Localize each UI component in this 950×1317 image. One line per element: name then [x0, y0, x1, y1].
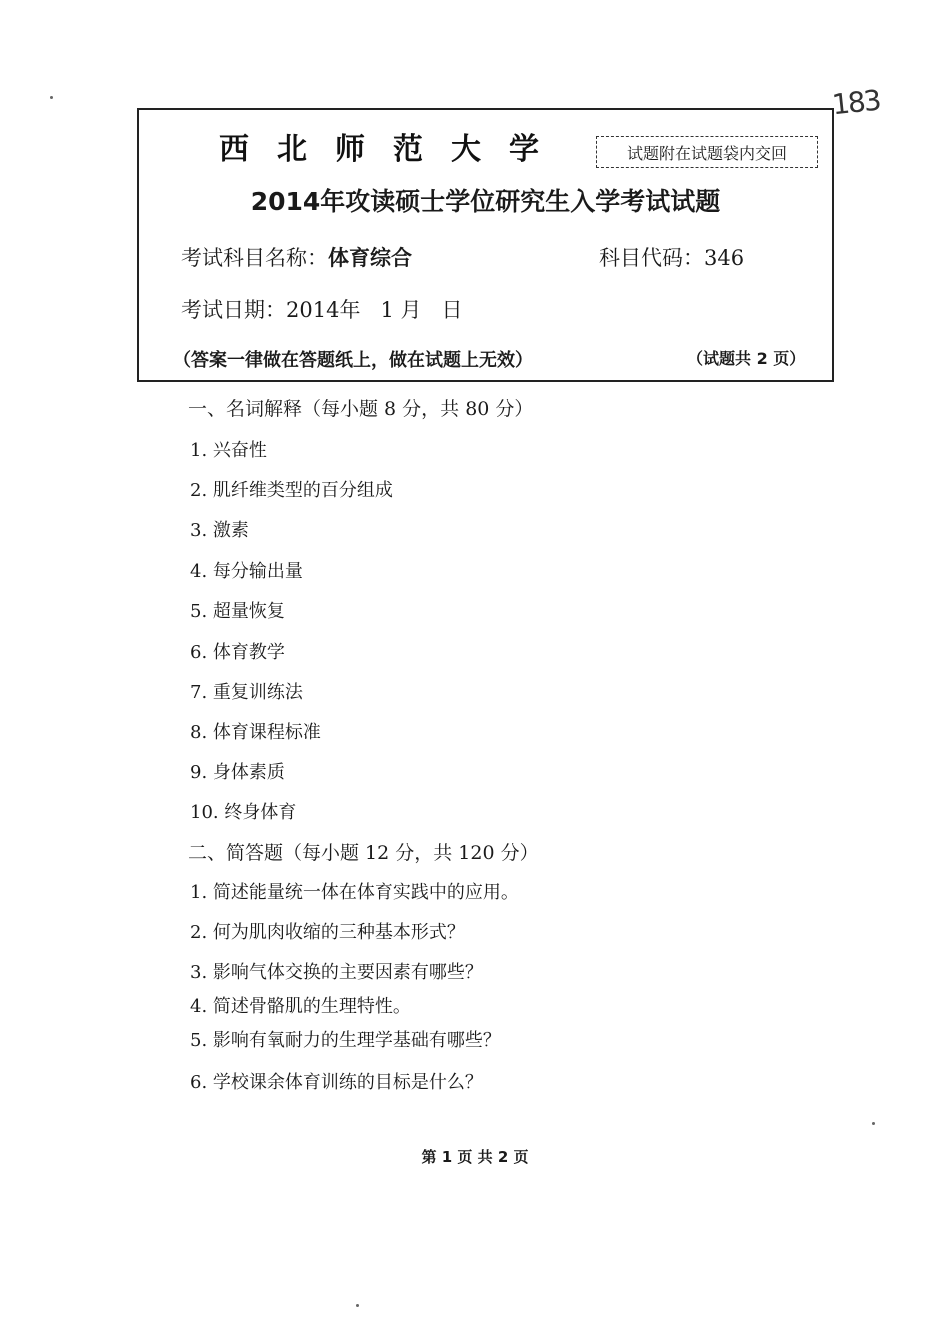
- subject-value: 体育综合: [328, 246, 412, 270]
- university-name: 西北师范大学: [219, 132, 567, 167]
- list-item: 6. 学校课余体育训练的目标是什么？: [190, 1072, 483, 1093]
- section-title: 一、名词解释（每小题 8 分，共 80 分）: [188, 398, 534, 420]
- date-row: [181, 294, 463, 324]
- section-title: 二、简答题（每小题 12 分，共 120 分）: [188, 842, 539, 864]
- code-value: 346: [704, 246, 745, 270]
- list-item: 8. 体育课程标准: [190, 722, 321, 743]
- list-item: 3. 激素: [190, 520, 249, 541]
- date-month: 1 月: [380, 298, 422, 322]
- answer-note: （答案一律做在答题纸上，做在试题上无效）: [173, 350, 533, 371]
- scan-speck: [872, 1122, 875, 1125]
- list-item: 1. 兴奋性: [190, 440, 267, 461]
- date-day: 日: [441, 298, 463, 322]
- page-count-note: （试题共 2 页）: [687, 349, 806, 368]
- list-item: 2. 何为肌肉收缩的三种基本形式？: [190, 922, 465, 943]
- list-item: 3. 影响气体交换的主要因素有哪些？: [190, 962, 483, 983]
- date-year: 2014年: [286, 298, 361, 322]
- list-item: 6. 体育教学: [190, 642, 285, 663]
- exam-title: 2014年攻读硕士学位研究生入学考试试题: [250, 187, 721, 216]
- list-item: 5. 超量恢复: [190, 601, 285, 622]
- date-label: 考试日期：: [181, 298, 286, 322]
- subject-row: [181, 242, 412, 272]
- code-row: [599, 242, 744, 272]
- list-item: 4. 每分输出量: [190, 561, 303, 582]
- return-notice: 试题附在试题袋内交回: [596, 136, 818, 168]
- list-item: 1. 简述能量统一体在体育实践中的应用。: [190, 882, 519, 903]
- scan-speck: [356, 1304, 359, 1307]
- list-item: 9. 身体素质: [190, 762, 285, 783]
- list-item: 5. 影响有氧耐力的生理学基础有哪些？: [190, 1030, 501, 1051]
- code-label: 科目代码：: [599, 246, 704, 270]
- list-item: 4. 简述骨骼肌的生理特性。: [190, 996, 411, 1017]
- list-item: 10. 终身体育: [190, 802, 297, 823]
- subject-label: 考试科目名称：: [181, 246, 328, 270]
- handwritten-page-number: 183: [830, 83, 882, 122]
- list-item: 2. 肌纤维类型的百分组成: [190, 480, 393, 501]
- page-footer: 第 1 页 共 2 页: [421, 1148, 529, 1166]
- scan-speck: [50, 96, 53, 99]
- list-item: 7. 重复训练法: [190, 682, 303, 703]
- exam-header-box: [137, 108, 834, 382]
